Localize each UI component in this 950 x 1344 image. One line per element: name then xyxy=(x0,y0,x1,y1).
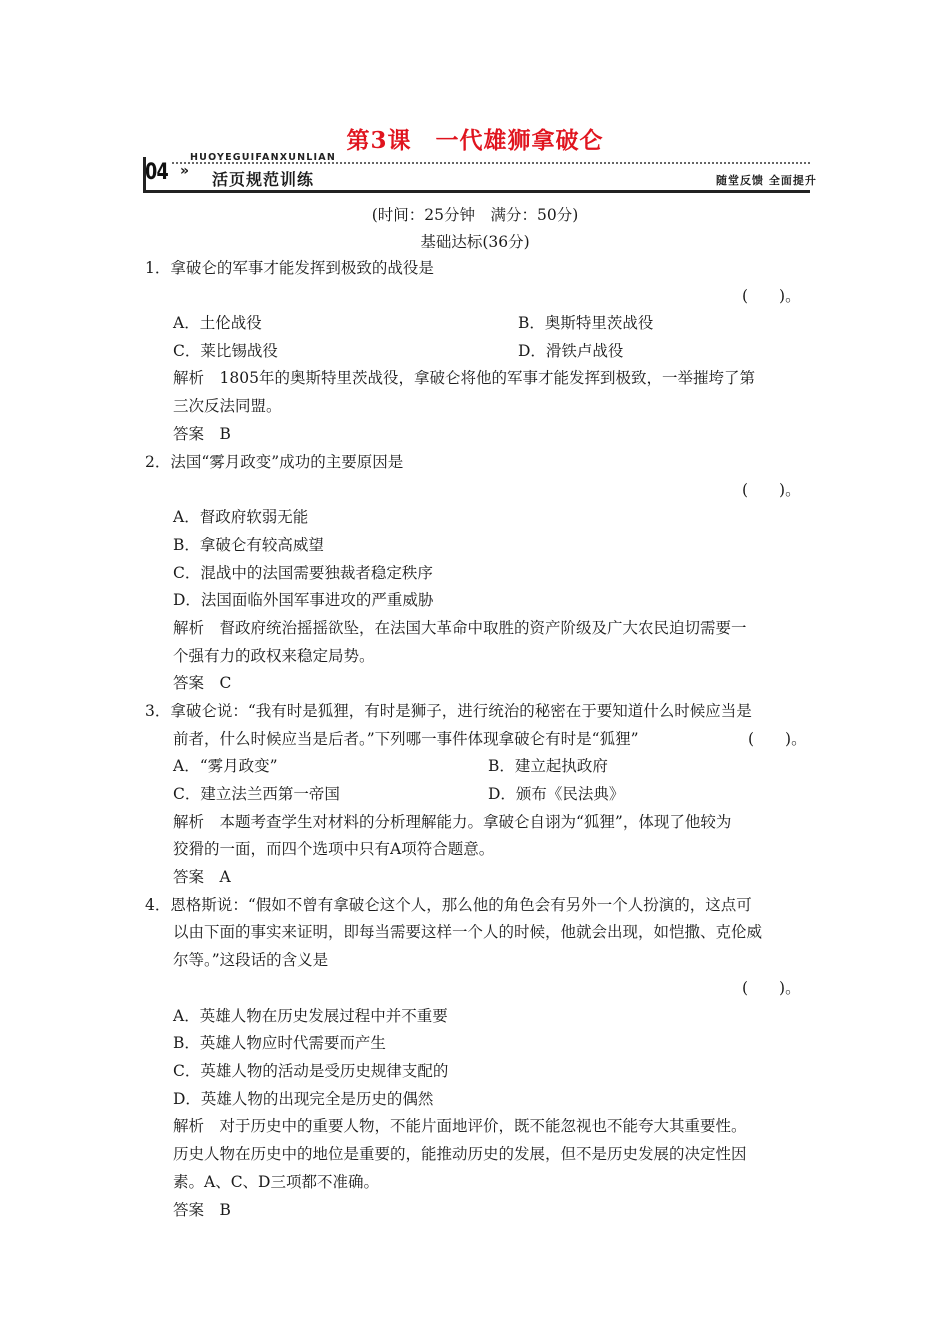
page-title: 第3课 一代雄狮拿破仑 xyxy=(346,127,604,154)
option: B．奥斯特里茨战役 xyxy=(518,314,654,332)
analysis-line: 解析 本题考查学生对材料的分析理解能力。拿破仑自诩为“狐狸”，体现了他较为 xyxy=(173,813,732,831)
option: B．建立起执政府 xyxy=(488,757,608,775)
time-info: (时间：25分钟 满分：50分) xyxy=(371,206,579,224)
header-rule xyxy=(143,190,810,193)
option: C．混战中的法国需要独裁者稳定秩序 xyxy=(173,564,433,582)
option: A．土伦战役 xyxy=(173,314,262,332)
answer-blank: ( )。 xyxy=(742,287,801,305)
question-stem: 前者，什么时候应当是后者。”下列哪一事件体现拿破仑有时是“狐狸” xyxy=(173,730,639,748)
option: C．莱比锡战役 xyxy=(173,342,278,360)
part-heading: 基础达标(36分) xyxy=(420,233,530,251)
analysis-line: 三次反法同盟。 xyxy=(173,397,282,415)
double-arrow-icon: » xyxy=(180,163,190,179)
section-tagline: 随堂反馈 全面提升 xyxy=(716,174,817,187)
analysis-line: 素。A、C、D三项都不准确。 xyxy=(173,1173,379,1191)
option: D．英雄人物的出现完全是历史的偶然 xyxy=(173,1090,434,1108)
analysis-line: 解析 1805年的奥斯特里茨战役，拿破仑将他的军事才能发挥到极致，一举摧垮了第 xyxy=(173,369,755,387)
question-stem: 4．恩格斯说：“假如不曾有拿破仑这个人，那么他的角色会有另外一个人扮演的，这点可 xyxy=(145,896,752,914)
answer-blank: ( )。 xyxy=(742,979,801,997)
question-stem: 尔等。”这段话的含义是 xyxy=(173,951,329,969)
section-number: 04 xyxy=(145,160,168,185)
question-stem: 3．拿破仑说：“我有时是狐狸，有时是狮子，进行统治的秘密在于要知道什么时候应当是 xyxy=(145,702,752,720)
answer-line: 答案 B xyxy=(173,1201,231,1219)
option: D．颁布《民法典》 xyxy=(488,785,625,803)
analysis-line: 解析 督政府统治摇摇欲坠，在法国大革命中取胜的资产阶级及广大农民迫切需要一 xyxy=(173,619,747,637)
option: C．英雄人物的活动是受历史规律支配的 xyxy=(173,1062,449,1080)
section-pinyin: HUOYEGUIFANXUNLIAN xyxy=(190,152,336,163)
answer-blank: ( )。 xyxy=(748,730,807,748)
answer-blank: ( )。 xyxy=(742,481,801,499)
analysis-line: 历史人物在历史中的地位是重要的，能推动历史的发展，但不是历史发展的决定性因 xyxy=(173,1145,747,1163)
section-name: 活页规范训练 xyxy=(212,170,315,189)
question-stem: 以由下面的事实来证明，即每当需要这样一个人的时候，他就会出现，如恺撒、克伦威 xyxy=(173,923,763,941)
analysis-line: 狡猾的一面，而四个选项中只有A项符合题意。 xyxy=(173,840,495,858)
option: B．英雄人物应时代需要而产生 xyxy=(173,1034,386,1052)
option: A．英雄人物在历史发展过程中并不重要 xyxy=(173,1007,448,1025)
option: A．督政府软弱无能 xyxy=(173,508,309,526)
question-stem: 2．法国“雾月政变”成功的主要原因是 xyxy=(145,453,404,471)
option: D．法国面临外国军事进攻的严重威胁 xyxy=(173,591,434,609)
answer-line: 答案 A xyxy=(173,868,231,886)
question-stem: 1．拿破仑的军事才能发挥到极致的战役是 xyxy=(145,259,434,277)
analysis-line: 解析 对于历史中的重要人物，不能片面地评价，既不能忽视也不能夸大其重要性。 xyxy=(173,1117,747,1135)
option: B．拿破仑有较高威望 xyxy=(173,536,324,554)
answer-line: 答案 B xyxy=(173,425,231,443)
answer-line: 答案 C xyxy=(173,674,232,692)
option: C．建立法兰西第一帝国 xyxy=(173,785,340,803)
option: A．“雾月政变” xyxy=(173,757,278,775)
option: D．滑铁卢战役 xyxy=(518,342,624,360)
analysis-line: 个强有力的政权来稳定局势。 xyxy=(173,647,375,665)
